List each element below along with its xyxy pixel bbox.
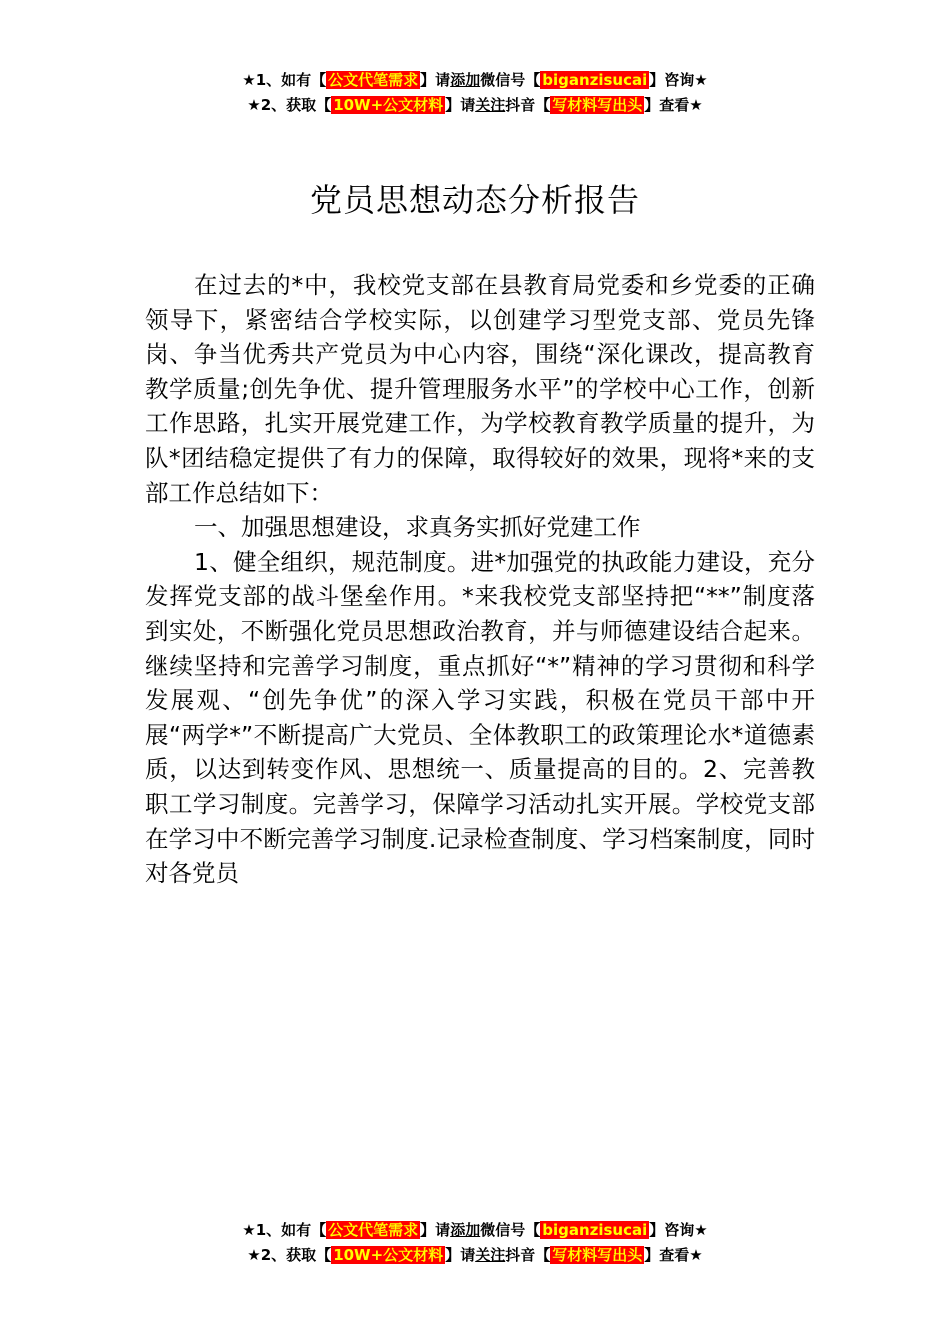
banner-line-2 xyxy=(0,93,950,118)
banner-text: 抖音【 xyxy=(505,96,551,114)
banner-line-1 xyxy=(0,68,950,93)
banner-text: 】咨询★ xyxy=(649,71,708,89)
banner-text: 】请 xyxy=(445,1246,476,1264)
banner-text: 】请 xyxy=(420,71,451,89)
banner-text: 】查看★ xyxy=(644,1246,703,1264)
underlined-text: 添加 xyxy=(450,1221,481,1239)
underlined-text: 关注 xyxy=(475,96,506,114)
banner-text: 】查看★ xyxy=(644,96,703,114)
banner-text: 微信号【 xyxy=(480,71,541,89)
highlight-service: 公文代笔需求 xyxy=(328,71,419,89)
banner-line-2 xyxy=(0,1243,950,1268)
highlight-materials: 10W+公文材料 xyxy=(333,96,444,114)
underlined-text: 关注 xyxy=(475,1246,506,1264)
banner-text: 】咨询★ xyxy=(649,1221,708,1239)
banner-line-1 xyxy=(0,1218,950,1243)
highlight-service: 公文代笔需求 xyxy=(328,1221,419,1239)
document-title: 党员思想动态分析报告 xyxy=(309,181,640,219)
highlight-douyin: 写材料写出头 xyxy=(552,1246,643,1264)
banner-text: ★2、获取【 xyxy=(247,1246,332,1264)
section-heading: 一、加强思想建设，求真务实抓好党建工作 xyxy=(194,513,641,542)
banner-text: ★1、如有【 xyxy=(242,71,327,89)
highlight-douyin: 写材料写出头 xyxy=(552,96,643,114)
highlight-wechat-id: biganzisucai xyxy=(542,1221,648,1239)
underlined-text: 添加 xyxy=(450,71,481,89)
document-body xyxy=(145,268,815,891)
banner-text: ★2、获取【 xyxy=(247,96,332,114)
banner-text: 】请 xyxy=(420,1221,451,1239)
banner-text: 微信号【 xyxy=(480,1221,541,1239)
highlight-wechat-id: biganzisucai xyxy=(542,71,648,89)
highlight-materials: 10W+公文材料 xyxy=(333,1246,444,1264)
footer-banner xyxy=(0,1218,950,1268)
paragraph-intro: 在过去的*中，我校党支部在县教育局党委和乡党委的正确领导下，紧密结合学校实际，以创建学习型党支部、党员先锋岗、争当优秀共产党员为中心内容，围绕“深化课改，提高教育教学质量;创先争优、提升管理服务水平”的学校中心工作，创新工作思路，扎实开展党建工作，为学校教育教学质量的提升，为队*团结稳定提供了有力的保障，取得较好的效果，现将*来的支部工作总结如下： xyxy=(145,271,815,507)
header-banner xyxy=(0,68,950,118)
banner-text: 抖音【 xyxy=(505,1246,551,1264)
banner-text: 】请 xyxy=(445,96,476,114)
paragraph-section-1: 1、健全组织，规范制度。进*加强党的执政能力建设，充分发挥党支部的战斗堡垒作用。*来我校党支部坚持把“**”制度落到实处，不断强化党员思想政治教育，并与师德建设结合起来。继续坚持和完善学习制度，重点抓好“*”精神的学习贯彻和科学发展观、“创先争优”的深入学习实践，积极在党员干部中开展“两学*”不断提高广大党员、全体教职工的政策理论水*道德素质，以达到转变作风、思想统一、质量提高的目的。2、完善教职工学习制度。完善学习，保障学习活动扎实开展。学校党支部在学习中不断完善学习制度.记录检查制度、学习档案制度，同时对各党员 xyxy=(145,547,815,888)
banner-text: ★1、如有【 xyxy=(242,1221,327,1239)
